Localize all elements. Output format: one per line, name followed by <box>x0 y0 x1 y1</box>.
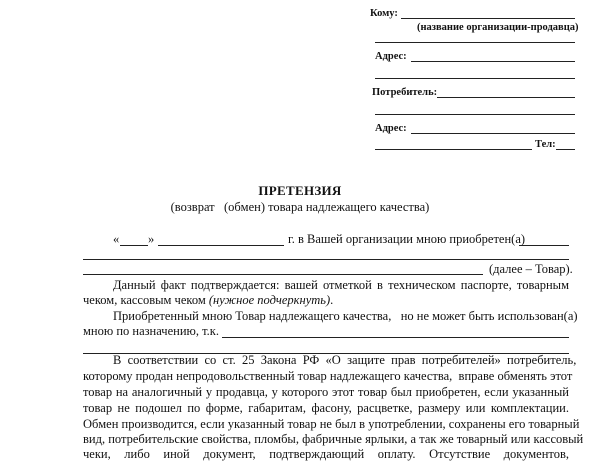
p1-line-2-end: . <box>330 293 334 307</box>
p3-line-6: вид, потребительские свойства, пломбы, фабричные ярлыки, а так же товарный или кассовый <box>83 432 584 446</box>
p3-line-5: Обмен производится, если указанный товар не был в употреблении, сохранены его товарный <box>83 417 580 431</box>
item-line-2 <box>83 274 483 275</box>
date-month-year-line <box>158 245 284 246</box>
consumer-line-2 <box>375 114 575 115</box>
p3-line-4: товар не подошел по форме, габаритам, фасону, расцветке, размеру или комплектации. <box>83 401 569 415</box>
consumer-line-1 <box>437 97 575 98</box>
to-line <box>401 18 575 19</box>
date-open-quote: « <box>113 232 120 246</box>
reason-line-1 <box>222 337 569 338</box>
item-line-1 <box>83 259 569 260</box>
item-suffix: (далее – Товар). <box>489 262 573 276</box>
phone-label: Тел: <box>535 139 556 150</box>
p1-line-2 <box>83 293 333 308</box>
date-close-quote: » <box>148 232 155 246</box>
date-day-line <box>120 245 148 246</box>
page-title: ПРЕТЕНЗИЯ <box>258 183 342 198</box>
phone-line <box>556 149 575 150</box>
p3-line-3: товар на аналогичный у продавца, у которого этот товар был приобретен, если указанный <box>83 385 569 399</box>
address2-line-1 <box>411 133 575 134</box>
address2-label: Адрес: <box>375 123 407 134</box>
purchase-text: г. в Вашей организации мною приобретен(а) <box>288 232 526 246</box>
consumer-label: Потребитель: <box>372 87 438 98</box>
seller-line-1 <box>375 42 575 43</box>
p3-line-2: которому продан непродовольственный товар надлежащего качества, вправе обменять этот <box>83 369 573 383</box>
p2-line-2: мною по назначению, т.к. <box>83 324 219 338</box>
seller-hint: (название организации-продавца) <box>417 22 579 33</box>
address2-line-2 <box>375 149 532 150</box>
p1-line-1: Данный факт подтверждается: вашей отметкой в техническом паспорте, товарным <box>113 278 569 292</box>
address-label: Адрес: <box>375 51 407 62</box>
p1-line-2-text: чеком, кассовым чеком <box>83 293 209 307</box>
page-subtitle: (возврат (обмен) товара надлежащего качества) <box>170 200 430 214</box>
p1-line-2-hint: (нужное подчеркнуть) <box>208 293 331 307</box>
purchase-item-line <box>519 245 569 246</box>
p2-line-1: Приобретенный мною Товар надлежащего качества, но не может быть использован(а) <box>113 309 578 323</box>
address-line-1 <box>411 61 575 62</box>
p3-line-1: В соответствии со ст. 25 Закона РФ «О защите прав потребителей» потребитель, <box>113 353 577 367</box>
p3-line-7: чеки, либо иной документ, подтверждающий оплату. Отсутствие документов, <box>83 447 569 461</box>
to-label: Кому: <box>370 8 398 19</box>
address-line-2 <box>375 78 575 79</box>
